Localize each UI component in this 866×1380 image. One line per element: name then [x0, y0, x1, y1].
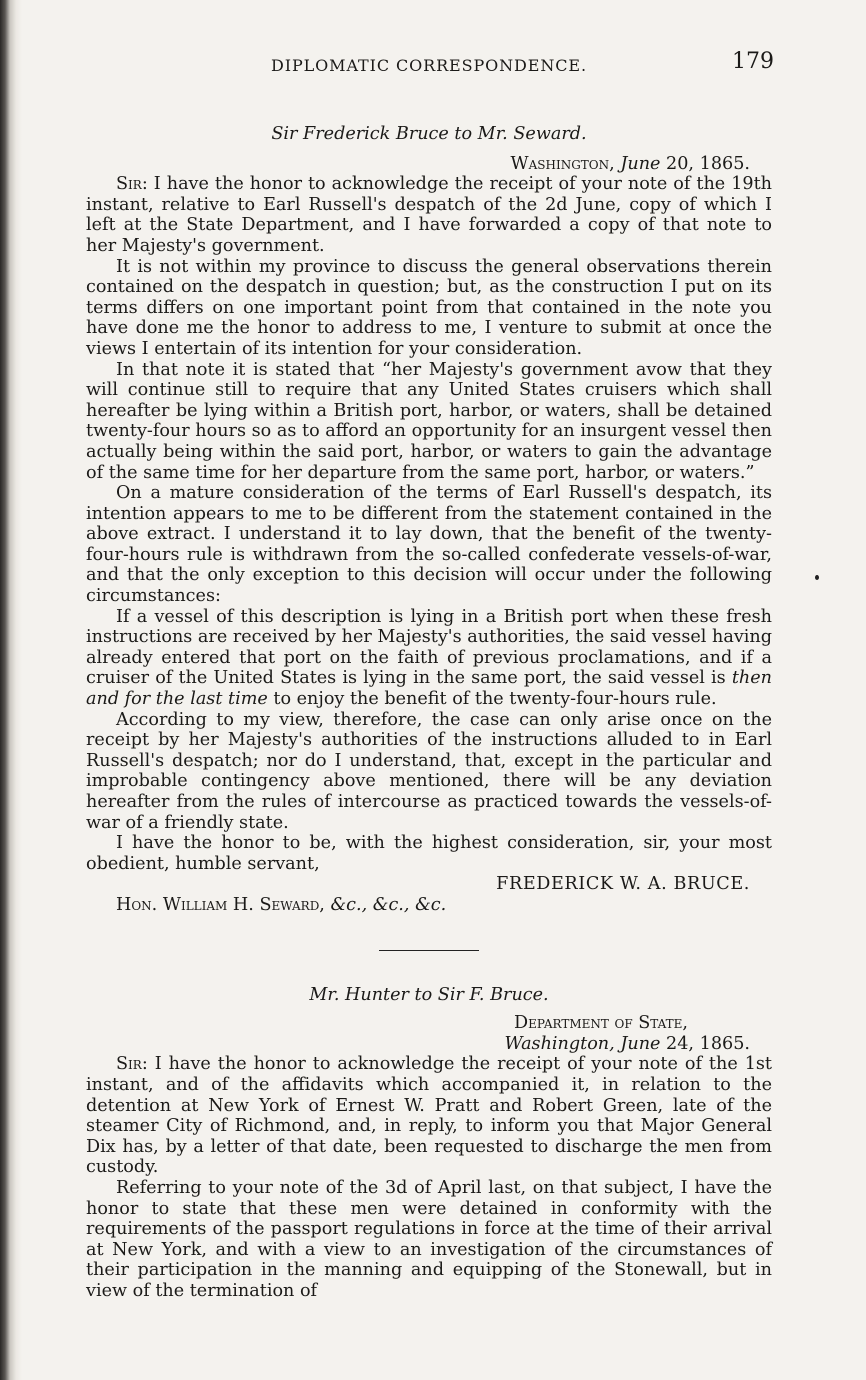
paragraph-text: If a vessel of this description is lying in a British port when these fresh instructions are received by her Majesty's authorities, the said vessel having already entered that port on the faith of previous proclamations, and if a cruiser of the United States is lying in the same port, the said vessel is: [86, 606, 772, 689]
dateline-year: 24, 1865.: [666, 1033, 750, 1054]
running-header: [86, 50, 772, 84]
paragraph-text: I have the honor to acknowledge the receipt of your note of the 19th instant, relative to Earl Russell's despatch of the 2d June, copy of which I left at the State Department, and I have forwarded a copy of that note to her Majesty's government.: [86, 174, 773, 256]
dateline: [86, 1034, 772, 1055]
addressee-etc: &c., &c., &c.: [330, 894, 447, 915]
emphasis-text: then and for the last time: [86, 668, 772, 710]
paragraph: In that note it is stated that “her Majesty's government avow that they will continue still to require that any United States cruisers which shall hereafter be lying within a British port, harbor, or waters, shall be detained twenty-four hours so as to afford an opportunity for an insurgent vessel then actually being within the said port, harbor, or waters to gain the advantage of the same time for her departure from the same port, harbor, or waters.”: [86, 359, 772, 483]
paragraph: [86, 607, 772, 710]
dateline-date: June: [620, 153, 661, 174]
document-page: [86, 50, 772, 1301]
paragraph: On a mature consideration of the terms of Earl Russell's despatch, its intention appears to me to be different from the statement contained in the above extract. I understand it to lay down, that the benefit of the twenty-four-hours rule is withdrawn from the so-called confederate vessels-of-war, and that the only exception to this decision will occur under the following circumstances:: [86, 483, 772, 607]
paragraph: According to my view, therefore, the case can only arise once on the receipt by her Majesty's authorities of the instructions alluded to in Earl Russell's despatch; nor do I understand, that, except in the particular and improbable contingency above mentioned, there will be any deviation hereafter from the rules of intercourse as practiced towards the vessels-of-war of a friendly state.: [86, 709, 772, 833]
page-binding-edge: [0, 0, 22, 1380]
paragraph-text: to enjoy the benefit of the twenty-four-hours rule.: [273, 689, 717, 710]
paragraph: [86, 174, 772, 256]
paragraph: It is not within my province to discuss the general observations therein contained on the despatch in question; but, as the construction I put on its terms differs on one important point from that contained in the note you have done me the honor to address to me, I venture to submit at once the views I entertain of its intention for your consideration.: [86, 256, 772, 359]
dateline-date: Washington, June: [504, 1033, 661, 1054]
paragraph: Referring to your note of the 3d of April last, on that subject, I have the honor to state that these men were detained in conformity with the requirements of the passport regulations in force at the time of their arrival at New York, and with a view to an investigation of the circumstances of their participation in the manning and equipping of the Stonewall, but in view of the termination of: [86, 1177, 772, 1301]
ink-speck: [815, 575, 819, 580]
dateline: [86, 154, 772, 175]
salutation: Sir:: [116, 174, 148, 195]
running-title: DIPLOMATIC CORRESPONDENCE.: [271, 56, 587, 75]
addressee: [86, 895, 772, 916]
paragraph-text: I have the honor to acknowledge the receipt of your note of the 1st instant, and of the affidavits which accompanied it, in relation to the detention at New York of Ernest W. Pratt and Robert Green, late of the steamer City of Richmond, and, in reply, to inform you that Major General Dix has, by a letter of that date, been requested to discharge the men from custody.: [86, 1054, 772, 1178]
letter-heading: Mr. Hunter to Sir F. Bruce.: [309, 984, 549, 1005]
dateline-year: 20, 1865.: [666, 153, 750, 174]
department-name: Department of State,: [514, 1013, 688, 1034]
department-line: [86, 1013, 772, 1034]
salutation: Sir:: [116, 1054, 148, 1075]
letter-heading: Sir Frederick Bruce to Mr. Seward.: [271, 124, 587, 144]
dateline-place: Washington,: [510, 153, 615, 174]
paragraph: [86, 1054, 772, 1178]
page-number: 179: [732, 49, 774, 74]
addressee-name: Hon. William H. Seward,: [116, 894, 325, 915]
paragraph: I have the honor to be, with the highest consideration, sir, your most obedient, humble servant,: [86, 833, 772, 874]
signature: FREDERICK W. A. BRUCE.: [496, 874, 750, 895]
